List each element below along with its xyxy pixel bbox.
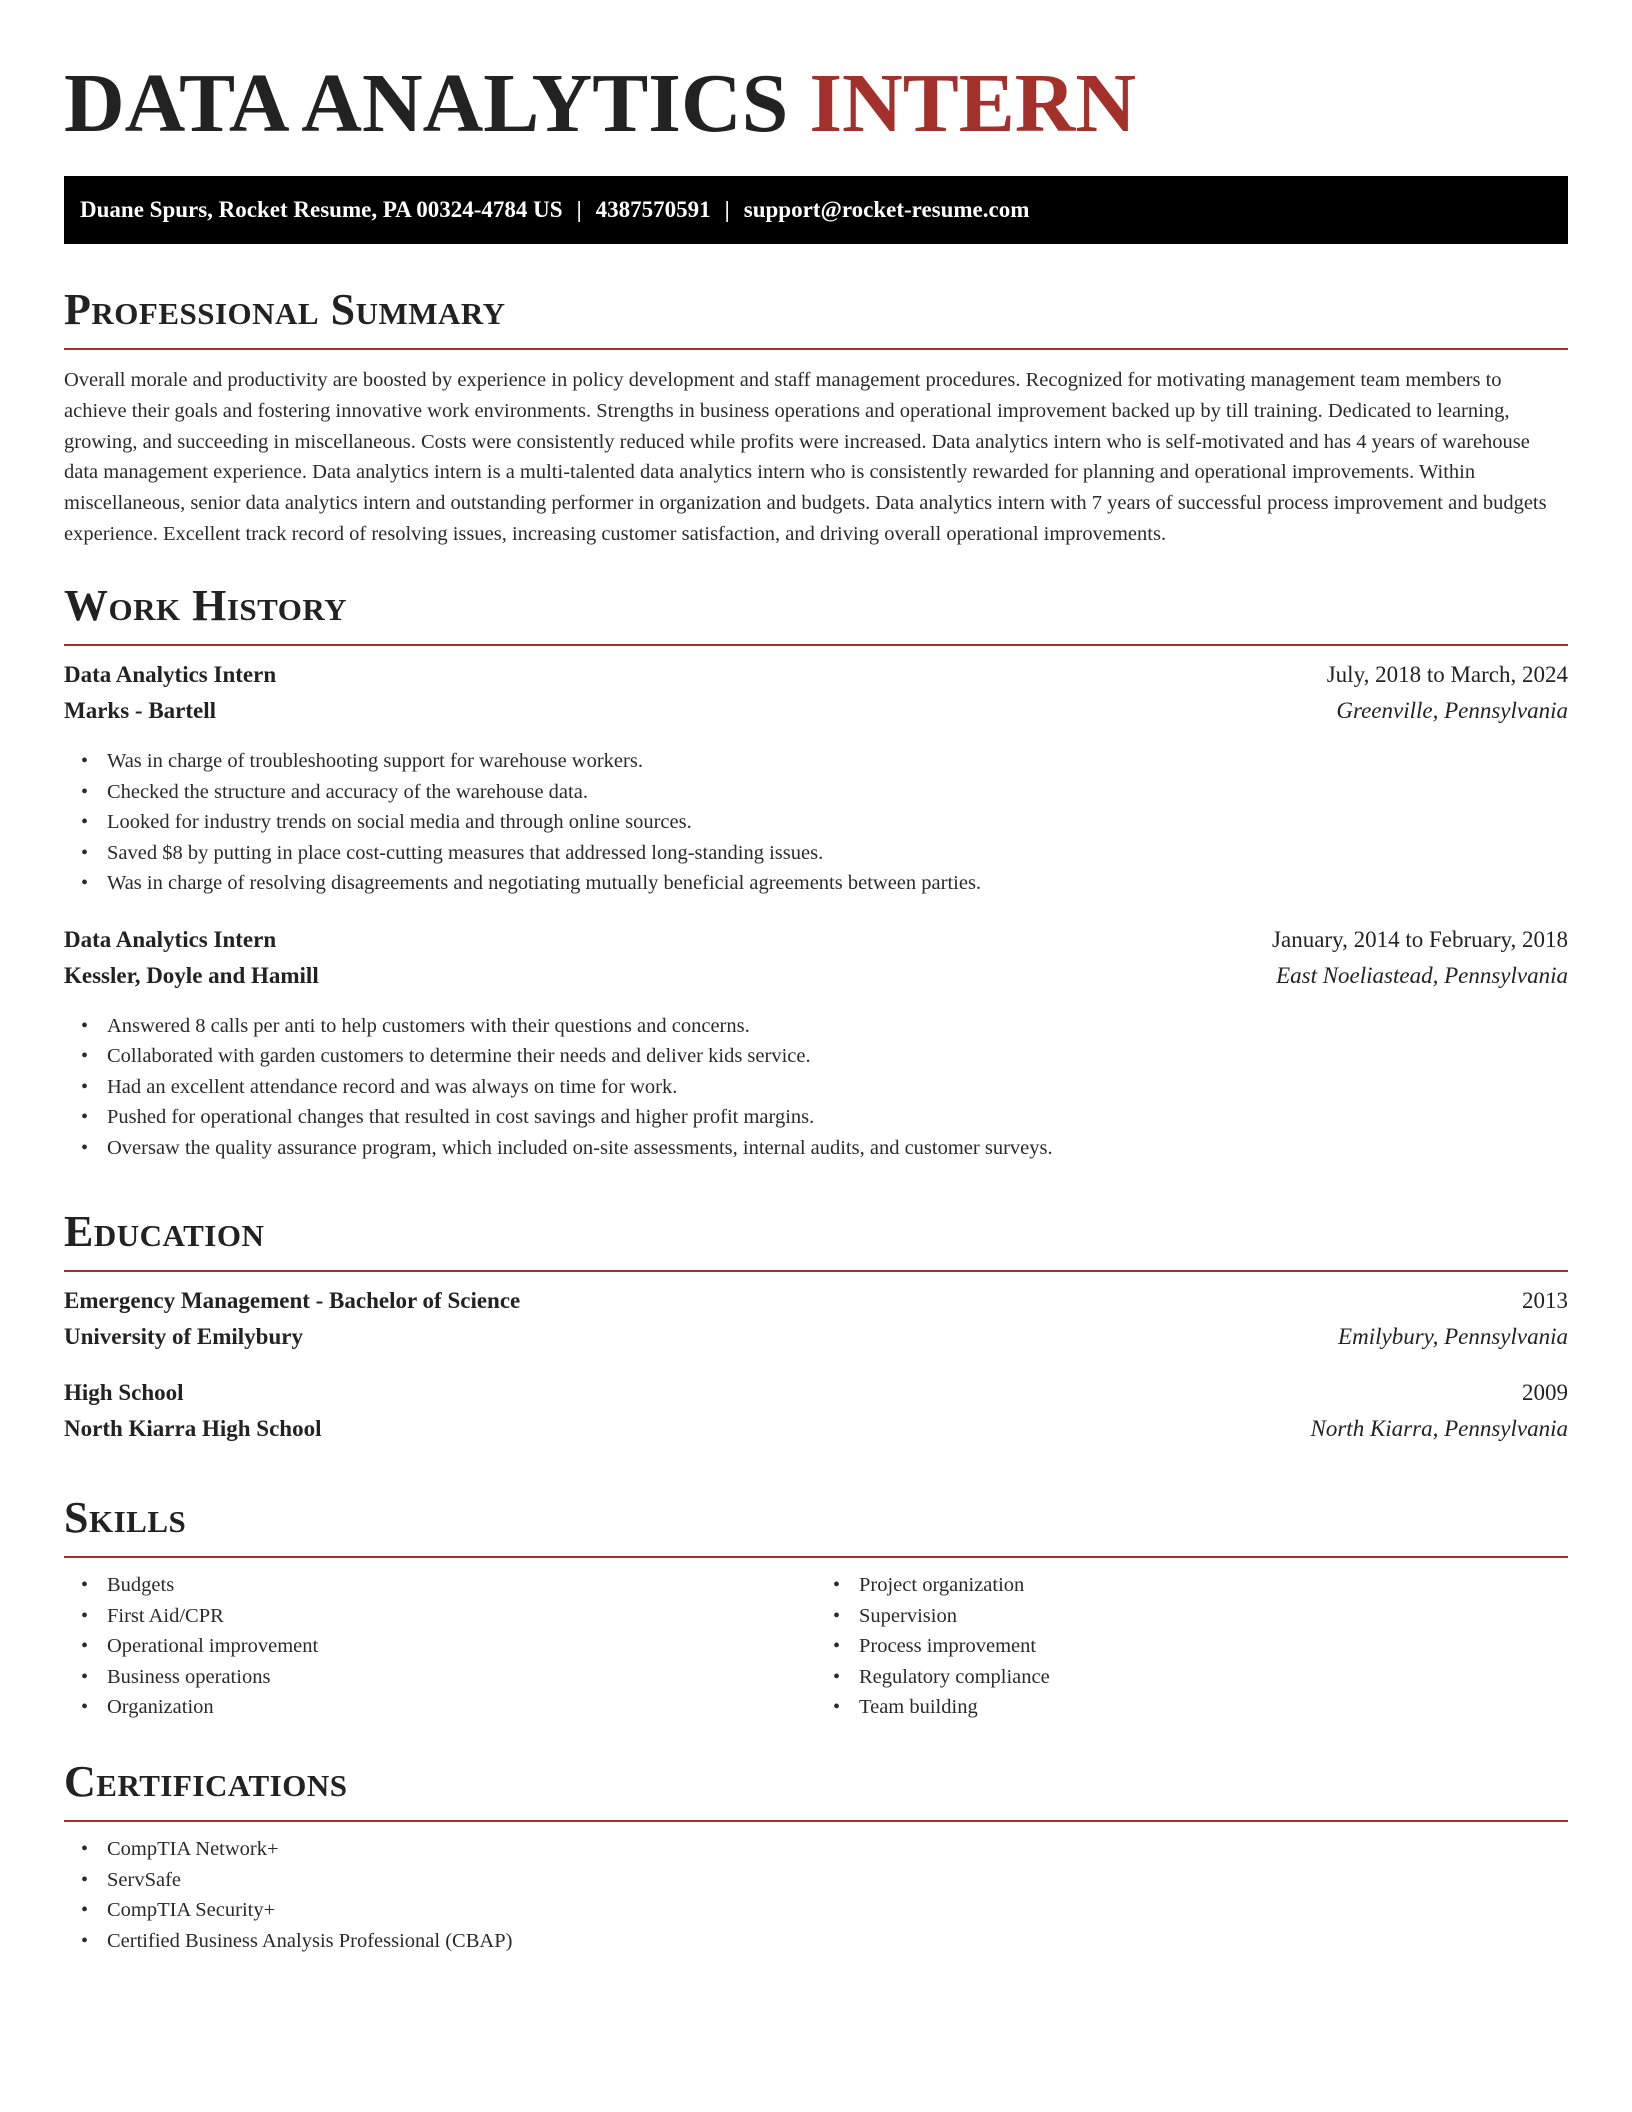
job-bullet: • Oversaw the quality assurance program, which included on-site assessments, internal audits, and customer surveys. — [107, 1133, 1568, 1164]
certifications-heading: Certifications — [64, 1757, 348, 1806]
education-school: North Kiarra High School — [64, 1416, 322, 1441]
contact-address: Duane Spurs, Rocket Resume, PA 00324-4784 US — [80, 197, 563, 222]
certifications-section — [64, 1754, 1568, 1956]
skill-item: • Budgets — [107, 1570, 816, 1601]
skills-section — [64, 1490, 1568, 1723]
skill-item: • Regulatory compliance — [859, 1662, 1568, 1693]
job-company: Kessler, Doyle and Hamill — [64, 962, 319, 988]
job-entry — [64, 927, 1568, 1164]
job-bullets — [64, 1011, 1568, 1164]
job-dates: January, 2014 to February, 2018 — [1272, 926, 1568, 952]
job-title: Data Analytics Intern — [64, 926, 277, 952]
job-bullet: • Was in charge of resolving disagreements and negotiating mutually beneficial agreements between parties. — [107, 868, 1568, 899]
skill-item: • Process improvement — [859, 1631, 1568, 1662]
skill-item: • Team building — [859, 1692, 1568, 1723]
job-title: Data Analytics Intern — [64, 662, 277, 687]
job-location: Greenville, Pennsylvania — [1336, 698, 1568, 723]
job-bullet: • Collaborated with garden customers to determine their needs and deliver kids service. — [107, 1041, 1568, 1072]
title-accent: INTERN — [809, 57, 1137, 150]
education-entry — [64, 1380, 1568, 1452]
title-main: DATA ANALYTICS — [64, 57, 789, 150]
job-company: Marks - Bartell — [64, 698, 217, 723]
education-location: Emilybury, Pennsylvania — [1338, 1324, 1568, 1349]
section-divider — [64, 348, 1568, 350]
skills-heading: Skills — [64, 1493, 187, 1542]
job-bullet: • Pushed for operational changes that resulted in cost savings and higher profit margins. — [107, 1102, 1568, 1133]
skill-item: • Operational improvement — [107, 1631, 816, 1662]
job-bullets — [64, 746, 1568, 899]
education-location: North Kiarra, Pennsylvania — [1310, 1416, 1568, 1441]
section-divider — [64, 1270, 1568, 1272]
job-entry — [64, 662, 1568, 899]
skill-item: • First Aid/CPR — [107, 1601, 816, 1632]
contact-separator: | — [724, 197, 730, 222]
summary-text: Overall morale and productivity are boosted by experience in policy development and staff management procedures. Recognized for motivating management team members to achieve their goals and fostering innovative work environments. Strengths in business operations and operational improvement backed up by till training. Dedicated to learning, growing, and succeeding in miscellaneous. Costs were consistently reduced while profits were increased. Data analytics intern who is self-motivated and has 4 years of warehouse data management experience. Data analytics intern is a multi-talented data analytics intern who is consistently rewarded for planning and operational improvements. Within miscellaneous, senior data analytics intern and outstanding performer in organization and budgets. Data analytics intern with 7 years of successful process improvement and budgets experience. Excellent track record of resolving issues, increasing customer satisfaction, and driving overall operational improvements. — [64, 369, 1547, 545]
education-school: University of Emilybury — [64, 1324, 303, 1349]
job-location: East Noeliastead, Pennsylvania — [1276, 962, 1568, 988]
certification-item: • ServSafe — [107, 1865, 1568, 1896]
certification-item: • Certified Business Analysis Professional (CBAP) — [107, 1926, 1568, 1957]
work-history-section — [64, 578, 1568, 1163]
skill-item: • Organization — [107, 1692, 816, 1723]
skill-item: • Business operations — [107, 1662, 816, 1693]
education-degree: High School — [64, 1380, 184, 1405]
summary-section — [64, 282, 1568, 550]
education-degree: Emergency Management - Bachelor of Science — [64, 1288, 521, 1313]
contact-bar — [64, 176, 1568, 244]
job-bullet: • Checked the structure and accuracy of the warehouse data. — [107, 777, 1568, 808]
certification-item: • CompTIA Security+ — [107, 1895, 1568, 1926]
skills-list-left — [64, 1570, 816, 1723]
job-bullet: • Answered 8 calls per anti to help customers with their questions and concerns. — [107, 1011, 1568, 1042]
job-bullet: • Saved $8 by putting in place cost-cutting measures that addressed long-standing issues. — [107, 838, 1568, 869]
summary-heading: Professional Summary — [64, 285, 506, 334]
skill-item: • Supervision — [859, 1601, 1568, 1632]
contact-email: support@rocket-resume.com — [743, 197, 1030, 222]
job-bullet: • Was in charge of troubleshooting support for warehouse workers. — [107, 746, 1568, 777]
work-history-heading: Work History — [64, 581, 348, 630]
job-bullet: • Had an excellent attendance record and was always on time for work. — [107, 1072, 1568, 1103]
skill-item: • Project organization — [859, 1570, 1568, 1601]
section-divider — [64, 1820, 1568, 1822]
education-heading: Education — [64, 1207, 265, 1256]
certifications-list — [64, 1834, 1568, 1956]
skills-list-right — [816, 1570, 1568, 1723]
contact-separator: | — [576, 197, 582, 222]
education-year: 2013 — [1522, 1288, 1568, 1313]
skills-columns — [64, 1558, 1568, 1723]
section-divider — [64, 644, 1568, 646]
education-entry — [64, 1288, 1568, 1360]
resume-title — [64, 54, 1136, 154]
job-bullet: • Looked for industry trends on social media and through online sources. — [107, 807, 1568, 838]
education-section — [64, 1204, 1568, 1452]
education-year: 2009 — [1522, 1380, 1568, 1405]
job-dates: July, 2018 to March, 2024 — [1326, 662, 1568, 687]
certification-item: • CompTIA Network+ — [107, 1834, 1568, 1865]
contact-phone: 4387570591 — [595, 197, 711, 222]
